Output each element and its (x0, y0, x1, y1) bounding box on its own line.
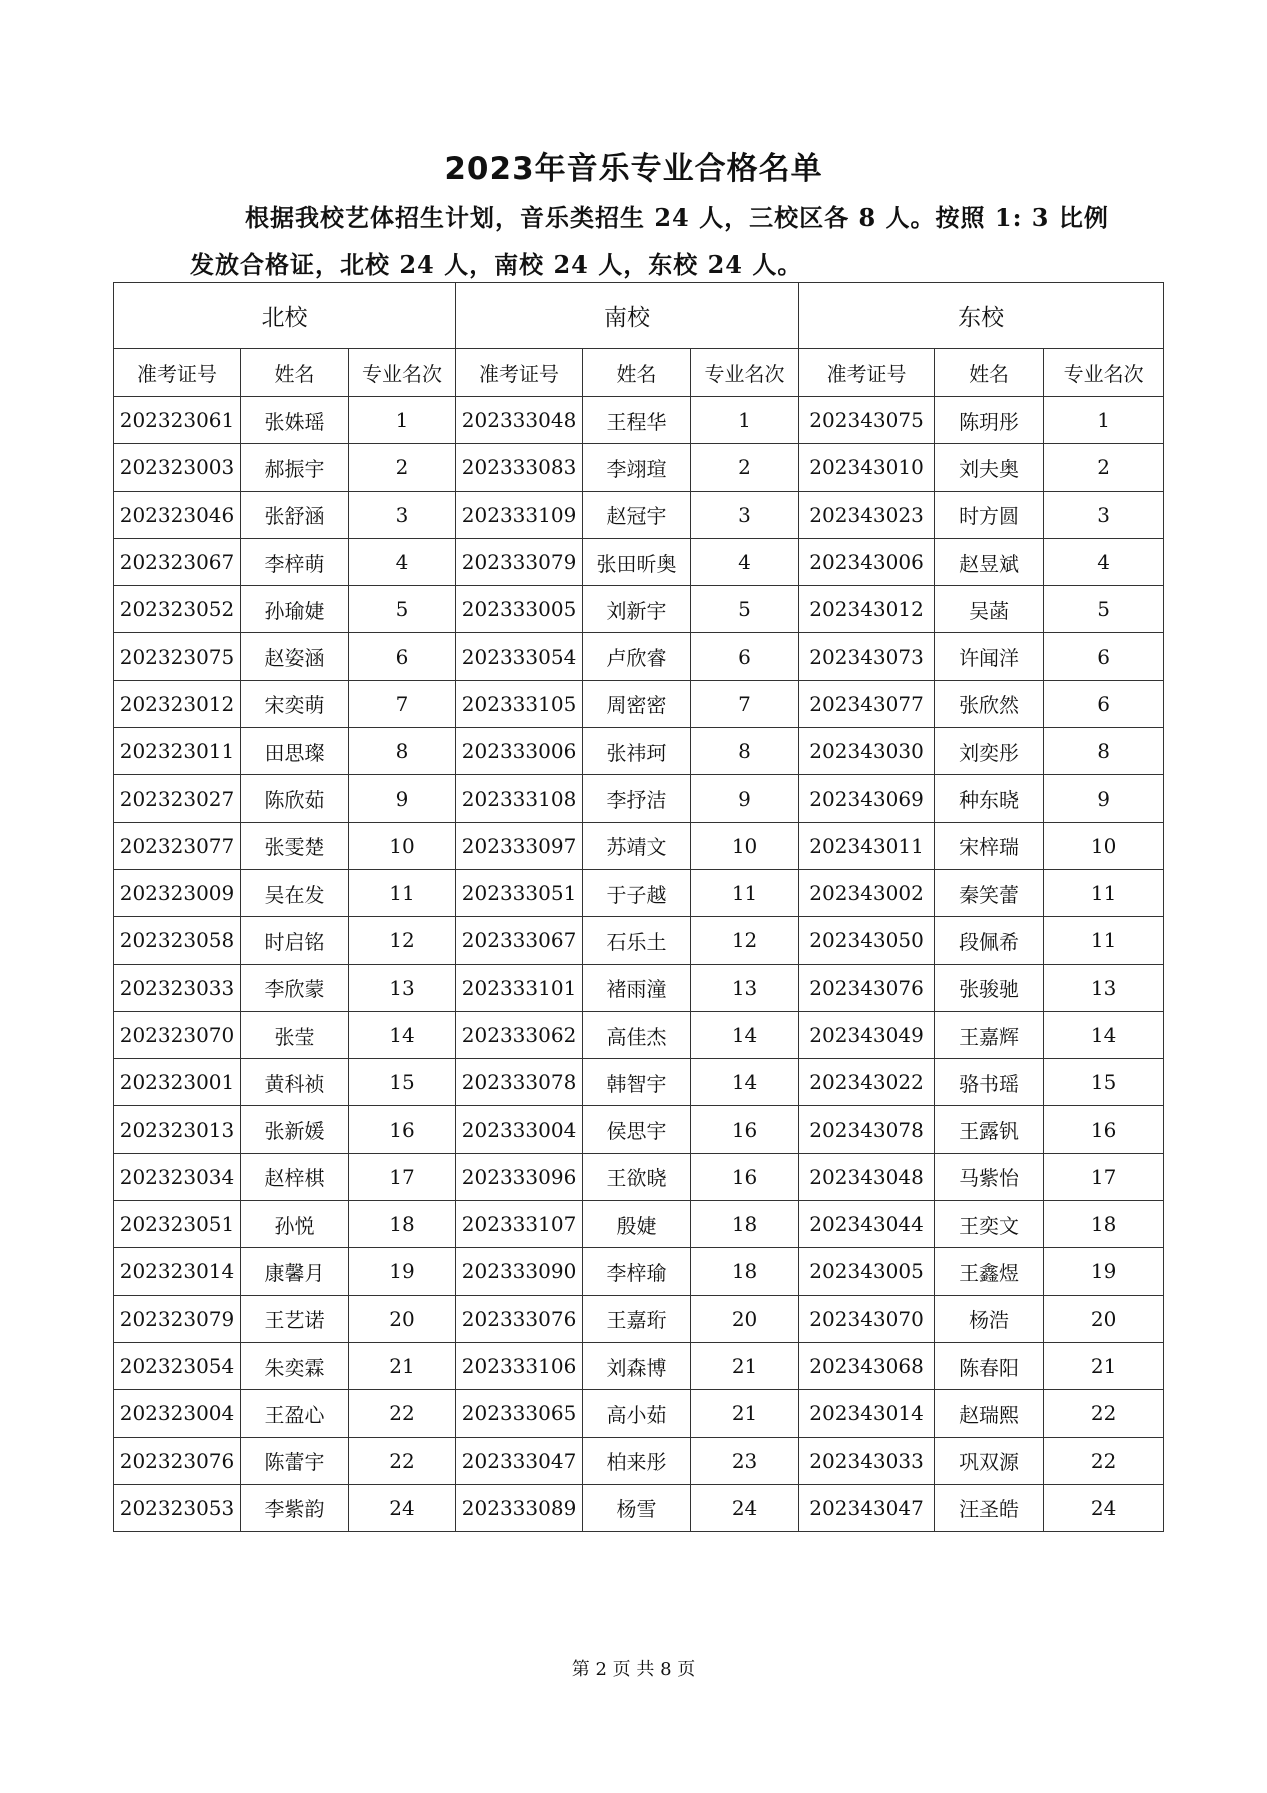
exam-id-cell: 202333004 (456, 1106, 583, 1153)
rank-cell: 8 (691, 728, 799, 775)
rank-cell: 11 (1044, 917, 1164, 964)
exam-id-cell: 202343047 (799, 1484, 935, 1531)
table-row (114, 1390, 1164, 1437)
table-row (114, 822, 1164, 869)
exam-id-cell: 202323067 (114, 538, 241, 585)
name-cell: 苏靖文 (583, 822, 691, 869)
name-cell: 宋梓瑞 (935, 822, 1044, 869)
rank-cell: 18 (1044, 1201, 1164, 1248)
name-cell: 韩智宇 (583, 1059, 691, 1106)
column-header: 专业名次 (1044, 349, 1164, 397)
campus-header: 南校 (456, 283, 799, 349)
column-header: 姓名 (241, 349, 349, 397)
name-cell: 许闻洋 (935, 633, 1044, 680)
rank-cell: 16 (349, 1106, 456, 1153)
name-cell: 王嘉辉 (935, 1011, 1044, 1058)
rank-cell: 13 (1044, 964, 1164, 1011)
rank-cell: 13 (691, 964, 799, 1011)
column-header: 姓名 (583, 349, 691, 397)
name-cell: 殷婕 (583, 1201, 691, 1248)
rank-cell: 22 (1044, 1390, 1164, 1437)
exam-id-cell: 202323033 (114, 964, 241, 1011)
name-cell: 高小茹 (583, 1390, 691, 1437)
campus-header: 东校 (799, 283, 1164, 349)
rank-cell: 23 (691, 1437, 799, 1484)
name-cell: 褚雨潼 (583, 964, 691, 1011)
exam-id-cell: 202343030 (799, 728, 935, 775)
column-header: 准考证号 (114, 349, 241, 397)
name-cell: 王艺诺 (241, 1295, 349, 1342)
name-cell: 柏来彤 (583, 1437, 691, 1484)
rank-cell: 16 (691, 1106, 799, 1153)
name-cell: 张姝瑶 (241, 397, 349, 444)
rank-cell: 22 (349, 1437, 456, 1484)
rank-cell: 4 (349, 538, 456, 585)
exam-id-cell: 202323053 (114, 1484, 241, 1531)
rank-cell: 12 (691, 917, 799, 964)
table-row (114, 775, 1164, 822)
table-row (114, 1153, 1164, 1200)
name-cell: 马紫怡 (935, 1153, 1044, 1200)
rank-cell: 5 (691, 586, 799, 633)
name-cell: 于子越 (583, 869, 691, 916)
name-cell: 张雯楚 (241, 822, 349, 869)
table-row (114, 538, 1164, 585)
rank-cell: 15 (349, 1059, 456, 1106)
name-cell: 张莹 (241, 1011, 349, 1058)
name-cell: 时启铭 (241, 917, 349, 964)
name-cell: 刘森博 (583, 1342, 691, 1389)
exam-id-cell: 202323012 (114, 680, 241, 727)
name-cell: 王鑫煜 (935, 1248, 1044, 1295)
name-cell: 时方圆 (935, 491, 1044, 538)
name-cell: 康馨月 (241, 1248, 349, 1295)
exam-id-cell: 202333101 (456, 964, 583, 1011)
exam-id-cell: 202333108 (456, 775, 583, 822)
exam-id-cell: 202333089 (456, 1484, 583, 1531)
name-cell: 宋奕萌 (241, 680, 349, 727)
name-cell: 王嘉珩 (583, 1295, 691, 1342)
name-cell: 张新媛 (241, 1106, 349, 1153)
name-cell: 陈蕾宇 (241, 1437, 349, 1484)
column-header: 姓名 (935, 349, 1044, 397)
name-cell: 刘新宇 (583, 586, 691, 633)
rank-cell: 1 (691, 397, 799, 444)
name-cell: 李抒洁 (583, 775, 691, 822)
exam-id-cell: 202333083 (456, 444, 583, 491)
exam-id-cell: 202323058 (114, 917, 241, 964)
exam-id-cell: 202343044 (799, 1201, 935, 1248)
exam-id-cell: 202333006 (456, 728, 583, 775)
rank-cell: 1 (349, 397, 456, 444)
name-cell: 李欣蒙 (241, 964, 349, 1011)
page-number: 第 2 页 共 8 页 (571, 1659, 696, 1680)
rank-cell: 2 (691, 444, 799, 491)
rank-cell: 2 (1044, 444, 1164, 491)
rank-cell: 8 (349, 728, 456, 775)
name-cell: 杨雪 (583, 1484, 691, 1531)
name-cell: 周密密 (583, 680, 691, 727)
rank-cell: 13 (349, 964, 456, 1011)
exam-id-cell: 202333051 (456, 869, 583, 916)
name-cell: 郝振宇 (241, 444, 349, 491)
exam-id-cell: 202333090 (456, 1248, 583, 1295)
rank-cell: 11 (691, 869, 799, 916)
table-row (114, 917, 1164, 964)
rank-cell: 9 (349, 775, 456, 822)
exam-id-cell: 202343050 (799, 917, 935, 964)
exam-id-cell: 202333109 (456, 491, 583, 538)
name-cell: 石乐土 (583, 917, 691, 964)
exam-id-cell: 202343078 (799, 1106, 935, 1153)
exam-id-cell: 202343076 (799, 964, 935, 1011)
rank-cell: 18 (349, 1201, 456, 1248)
rank-cell: 6 (691, 633, 799, 680)
name-cell: 吴菡 (935, 586, 1044, 633)
exam-id-cell: 202333065 (456, 1390, 583, 1437)
exam-id-cell: 202323051 (114, 1201, 241, 1248)
rank-cell: 20 (349, 1295, 456, 1342)
exam-id-cell: 202333062 (456, 1011, 583, 1058)
column-header: 准考证号 (799, 349, 935, 397)
name-cell: 田思璨 (241, 728, 349, 775)
exam-id-cell: 202323076 (114, 1437, 241, 1484)
rank-cell: 14 (1044, 1011, 1164, 1058)
name-cell: 杨浩 (935, 1295, 1044, 1342)
rank-cell: 9 (1044, 775, 1164, 822)
exam-id-cell: 202343073 (799, 633, 935, 680)
table-row (114, 1248, 1164, 1295)
exam-id-cell: 202343011 (799, 822, 935, 869)
rank-cell: 2 (349, 444, 456, 491)
rank-cell: 14 (691, 1059, 799, 1106)
exam-id-cell: 202323011 (114, 728, 241, 775)
exam-id-cell: 202323014 (114, 1248, 241, 1295)
rank-cell: 11 (349, 869, 456, 916)
table-row (114, 1011, 1164, 1058)
table-row (114, 586, 1164, 633)
rank-cell: 16 (691, 1153, 799, 1200)
name-cell: 孙瑜婕 (241, 586, 349, 633)
rank-cell: 24 (349, 1484, 456, 1531)
rank-cell: 19 (349, 1248, 456, 1295)
rank-cell: 22 (1044, 1437, 1164, 1484)
column-header-row (114, 349, 1164, 397)
exam-id-cell: 202323075 (114, 633, 241, 680)
exam-id-cell: 202343005 (799, 1248, 935, 1295)
rank-cell: 11 (1044, 869, 1164, 916)
name-cell: 汪圣皓 (935, 1484, 1044, 1531)
table-row (114, 869, 1164, 916)
column-header: 专业名次 (691, 349, 799, 397)
exam-id-cell: 202333078 (456, 1059, 583, 1106)
rank-cell: 3 (1044, 491, 1164, 538)
rank-cell: 1 (1044, 397, 1164, 444)
rank-cell: 3 (691, 491, 799, 538)
rank-cell: 24 (1044, 1484, 1164, 1531)
name-cell: 陈欣茹 (241, 775, 349, 822)
table-row (114, 1201, 1164, 1248)
name-cell: 王奕文 (935, 1201, 1044, 1248)
name-cell: 张骏驰 (935, 964, 1044, 1011)
exam-id-cell: 202323004 (114, 1390, 241, 1437)
exam-id-cell: 202323003 (114, 444, 241, 491)
exam-id-cell: 202343023 (799, 491, 935, 538)
name-cell: 李梓瑜 (583, 1248, 691, 1295)
rank-cell: 19 (1044, 1248, 1164, 1295)
rank-cell: 6 (349, 633, 456, 680)
rank-cell: 9 (691, 775, 799, 822)
column-header: 专业名次 (349, 349, 456, 397)
exam-id-cell: 202343033 (799, 1437, 935, 1484)
rank-cell: 17 (349, 1153, 456, 1200)
rank-cell: 10 (1044, 822, 1164, 869)
name-cell: 张田昕奥 (583, 538, 691, 585)
name-cell: 李翊瑄 (583, 444, 691, 491)
exam-id-cell: 202333048 (456, 397, 583, 444)
exam-id-cell: 202343010 (799, 444, 935, 491)
rank-cell: 6 (1044, 633, 1164, 680)
rank-cell: 15 (1044, 1059, 1164, 1106)
exam-id-cell: 202333079 (456, 538, 583, 585)
name-cell: 卢欣睿 (583, 633, 691, 680)
roster-body (114, 397, 1164, 1532)
name-cell: 张舒涵 (241, 491, 349, 538)
rank-cell: 4 (1044, 538, 1164, 585)
exam-id-cell: 202333067 (456, 917, 583, 964)
exam-id-cell: 202323070 (114, 1011, 241, 1058)
table-row (114, 680, 1164, 727)
campus-header-row (114, 283, 1164, 349)
rank-cell: 21 (1044, 1342, 1164, 1389)
exam-id-cell: 202323009 (114, 869, 241, 916)
column-header: 准考证号 (456, 349, 583, 397)
exam-id-cell: 202343070 (799, 1295, 935, 1342)
rank-cell: 18 (691, 1201, 799, 1248)
exam-id-cell: 202323013 (114, 1106, 241, 1153)
table-row (114, 728, 1164, 775)
name-cell: 王盈心 (241, 1390, 349, 1437)
exam-id-cell: 202333054 (456, 633, 583, 680)
table-row (114, 444, 1164, 491)
name-cell: 段佩希 (935, 917, 1044, 964)
name-cell: 朱奕霖 (241, 1342, 349, 1389)
name-cell: 秦笑蕾 (935, 869, 1044, 916)
table-row (114, 1106, 1164, 1153)
name-cell: 黄科祯 (241, 1059, 349, 1106)
name-cell: 孙悦 (241, 1201, 349, 1248)
rank-cell: 18 (691, 1248, 799, 1295)
rank-cell: 10 (349, 822, 456, 869)
rank-cell: 14 (349, 1011, 456, 1058)
table-row (114, 491, 1164, 538)
campus-header: 北校 (114, 283, 456, 349)
name-cell: 陈玥彤 (935, 397, 1044, 444)
exam-id-cell: 202323034 (114, 1153, 241, 1200)
rank-cell: 16 (1044, 1106, 1164, 1153)
name-cell: 高佳杰 (583, 1011, 691, 1058)
rank-cell: 4 (691, 538, 799, 585)
rank-cell: 8 (1044, 728, 1164, 775)
name-cell: 骆书瑶 (935, 1059, 1044, 1106)
rank-cell: 21 (349, 1342, 456, 1389)
exam-id-cell: 202323077 (114, 822, 241, 869)
table-row (114, 633, 1164, 680)
exam-id-cell: 202333047 (456, 1437, 583, 1484)
exam-id-cell: 202323079 (114, 1295, 241, 1342)
exam-id-cell: 202343012 (799, 586, 935, 633)
name-cell: 王程华 (583, 397, 691, 444)
rank-cell: 20 (1044, 1295, 1164, 1342)
table-row (114, 1437, 1164, 1484)
exam-id-cell: 202343048 (799, 1153, 935, 1200)
name-cell: 张欣然 (935, 680, 1044, 727)
intro-line-2: 发放合格证，北校 24 人，南校 24 人，东校 24 人。 (190, 250, 803, 279)
exam-id-cell: 202323001 (114, 1059, 241, 1106)
name-cell: 王露钒 (935, 1106, 1044, 1153)
exam-id-cell: 202333076 (456, 1295, 583, 1342)
rank-cell: 5 (1044, 586, 1164, 633)
exam-id-cell: 202323052 (114, 586, 241, 633)
exam-id-cell: 202343002 (799, 869, 935, 916)
rank-cell: 20 (691, 1295, 799, 1342)
exam-id-cell: 202333107 (456, 1201, 583, 1248)
rank-cell: 21 (691, 1390, 799, 1437)
exam-id-cell: 202343068 (799, 1342, 935, 1389)
table-row (114, 1342, 1164, 1389)
rank-cell: 10 (691, 822, 799, 869)
rank-cell: 3 (349, 491, 456, 538)
exam-id-cell: 202333005 (456, 586, 583, 633)
exam-id-cell: 202333106 (456, 1342, 583, 1389)
name-cell: 赵姿涵 (241, 633, 349, 680)
name-cell: 陈春阳 (935, 1342, 1044, 1389)
exam-id-cell: 202343077 (799, 680, 935, 727)
exam-id-cell: 202323046 (114, 491, 241, 538)
table-row (114, 964, 1164, 1011)
intro-line-1: 根据我校艺体招生计划，音乐类招生 24 人，三校区各 8 人。按照 1: 3 比例 (245, 203, 1109, 232)
exam-id-cell: 202343075 (799, 397, 935, 444)
name-cell: 李紫韵 (241, 1484, 349, 1531)
name-cell: 李梓萌 (241, 538, 349, 585)
rank-cell: 6 (1044, 680, 1164, 727)
rank-cell: 17 (1044, 1153, 1164, 1200)
rank-cell: 14 (691, 1011, 799, 1058)
exam-id-cell: 202343049 (799, 1011, 935, 1058)
table-row (114, 1484, 1164, 1531)
exam-id-cell: 202343022 (799, 1059, 935, 1106)
name-cell: 赵瑞熙 (935, 1390, 1044, 1437)
name-cell: 吴在发 (241, 869, 349, 916)
name-cell: 赵昱斌 (935, 538, 1044, 585)
name-cell: 刘夫奥 (935, 444, 1044, 491)
rank-cell: 24 (691, 1484, 799, 1531)
rank-cell: 7 (349, 680, 456, 727)
table-row (114, 1295, 1164, 1342)
rank-cell: 12 (349, 917, 456, 964)
rank-cell: 21 (691, 1342, 799, 1389)
exam-id-cell: 202323027 (114, 775, 241, 822)
table-row (114, 1059, 1164, 1106)
exam-id-cell: 202343069 (799, 775, 935, 822)
name-cell: 侯思宇 (583, 1106, 691, 1153)
exam-id-cell: 202323061 (114, 397, 241, 444)
exam-id-cell: 202333096 (456, 1153, 583, 1200)
exam-id-cell: 202333097 (456, 822, 583, 869)
rank-cell: 22 (349, 1390, 456, 1437)
exam-id-cell: 202333105 (456, 680, 583, 727)
roster-table (113, 282, 1164, 1532)
exam-id-cell: 202343006 (799, 538, 935, 585)
name-cell: 种东晓 (935, 775, 1044, 822)
table-row (114, 397, 1164, 444)
name-cell: 赵梓棋 (241, 1153, 349, 1200)
exam-id-cell: 202343014 (799, 1390, 935, 1437)
rank-cell: 5 (349, 586, 456, 633)
name-cell: 赵冠宇 (583, 491, 691, 538)
name-cell: 王欲晓 (583, 1153, 691, 1200)
name-cell: 刘奕彤 (935, 728, 1044, 775)
rank-cell: 7 (691, 680, 799, 727)
exam-id-cell: 202323054 (114, 1342, 241, 1389)
name-cell: 巩双源 (935, 1437, 1044, 1484)
name-cell: 张祎珂 (583, 728, 691, 775)
page-title: 2023年音乐专业合格名单 (444, 151, 823, 187)
